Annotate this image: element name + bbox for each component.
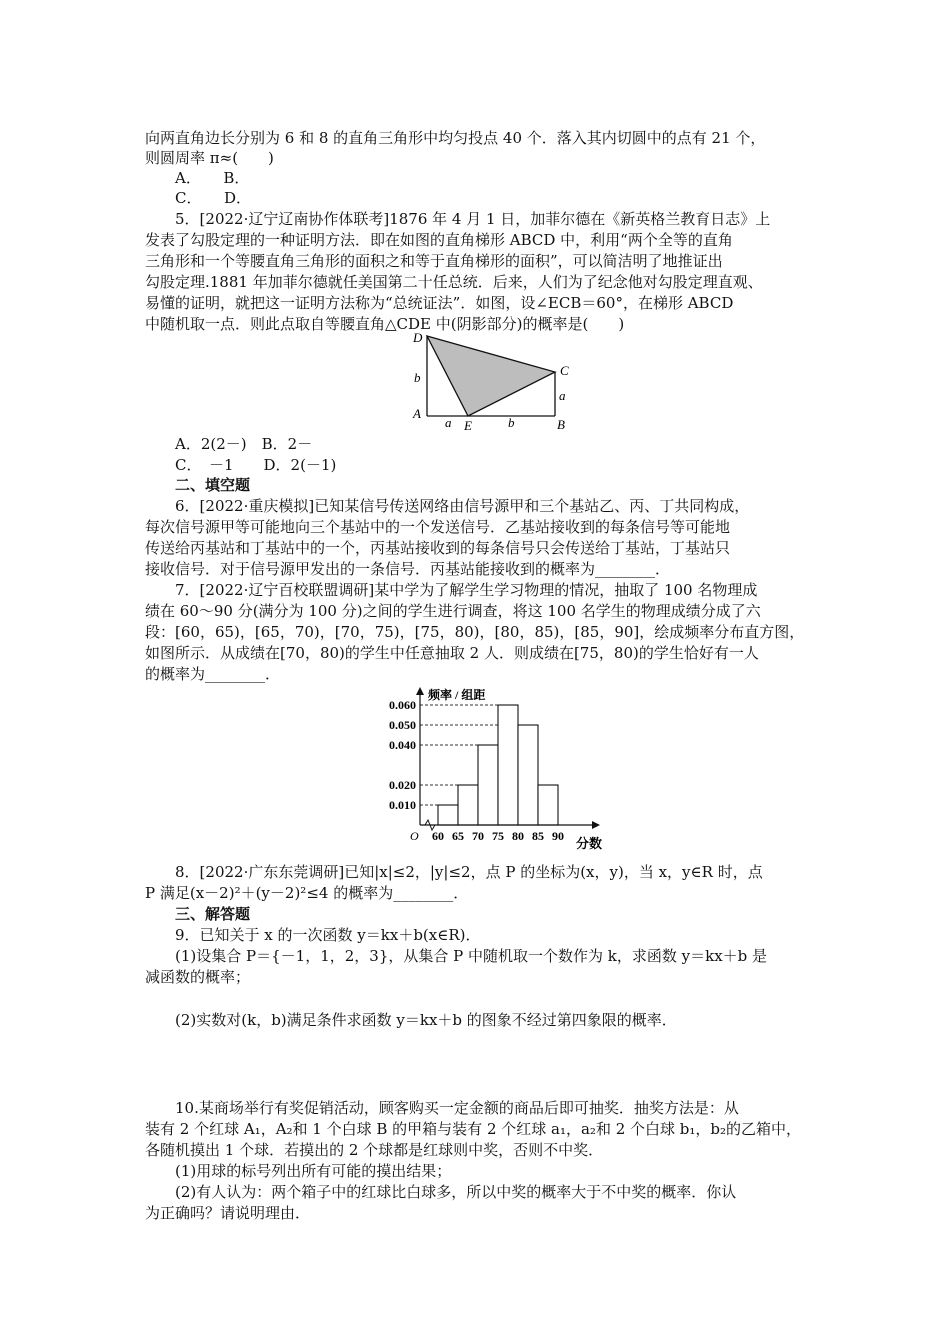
x-tick-label: 90 (552, 829, 564, 843)
x-tick-label: 85 (532, 829, 544, 843)
label-b-bottom: b (508, 415, 515, 430)
label-b-left: b (414, 370, 421, 385)
p4-line2: 则圆周率 π≈( ) (145, 149, 274, 167)
x-tick-label: 65 (452, 829, 464, 843)
y-tick-label: 0.020 (389, 778, 416, 792)
p5-line3: 三角形和一个等腰直角三角形的面积之和等于直角梯形的面积”，可以简洁明了地推证出 (145, 252, 723, 270)
p6-line3: 传送给丙基站和丁基站中的一个，丙基站接收到的每条信号只会传送给丁基站，丁基站只 (145, 539, 731, 557)
histogram-bar (438, 805, 458, 825)
histogram-bar (478, 745, 498, 825)
p9-line2: (1)设集合 P＝{－1，1，2，3}，从集合 P 中随机取一个数作为 k，求函数 y＝kx＋b 是 (175, 947, 768, 965)
y-tick-label: 0.010 (389, 798, 416, 812)
p5-line4: 勾股定理.1881 年加菲尔德就任美国第二十任总统．后来，人们为了纪念他对勾股定理直观、 (145, 273, 763, 291)
histogram-bar (498, 705, 518, 825)
p9-line3: 减函数的概率； (145, 968, 251, 986)
p7-line3: 段：[60，65)，[65，70)，[70，75)，[75，80)，[80，85)，[85，90]，绘成频率分布直方图， (145, 623, 805, 641)
x-tick-label: 70 (472, 829, 484, 843)
p9-line1: 9．已知关于 x 的一次函数 y＝kx＋b(x∈R)． (175, 926, 481, 944)
p5-line6: 中随机取一点．则此点取自等腰直角△CDE 中(阴影部分)的概率是( ) (145, 315, 625, 333)
label-a-right: a (559, 388, 566, 403)
y-tick-label: 0.040 (389, 738, 416, 752)
p7-line1: 7．[2022·辽宁百校联盟调研]某中学为了解学生学习物理的情况，抽取了 100 名物理成 (175, 581, 758, 599)
section-answer-heading: 三、解答题 (175, 905, 251, 923)
y-tick-label: 0.060 (389, 698, 416, 712)
histogram-bar (538, 785, 558, 825)
p5-options-ab: A．2(2－) B．2－ (175, 435, 313, 453)
p10-line4: (1)用球的标号列出所有可能的摸出结果； (175, 1162, 452, 1180)
x-tick-label: 60 (432, 829, 444, 843)
y-axis-arrow (416, 687, 424, 695)
p10-line5: (2)有人认为：两个箱子中的红球比白球多，所以中奖的概率大于不中奖的概率．你认 (175, 1183, 737, 1201)
p10-line1: 10.某商场举行有奖促销活动，顾客购买一定金额的商品后即可抽奖．抽奖方法是：从 (175, 1099, 739, 1117)
p5-line1: 5．[2022·辽宁辽南协作体联考]1876 年 4 月 1 日，加菲尔德在《新英格兰教育日志》上 (175, 210, 771, 228)
label-a-bottom: a (445, 415, 452, 430)
x-axis-label: 分数 (576, 836, 603, 851)
p6-line1: 6．[2022·重庆模拟]已知某信号传送网络由信号源甲和三个基站乙、丙、丁共同构成， (175, 497, 750, 515)
label-B: B (557, 417, 565, 432)
label-C: C (560, 363, 569, 378)
x-tick-label: 80 (512, 829, 524, 843)
p7-line2: 绩在 60～90 分(满分为 100 分)之间的学生进行调查，将这 100 名学生的物理成绩分成了六 (145, 602, 761, 620)
y-axis-label: 频率 / 组距 (428, 688, 486, 702)
p6-line4: 接收信号．对于信号源甲发出的一条信号．丙基站能接收到的概率为________． (145, 560, 671, 578)
section-fill-in-heading: 二、填空题 (175, 476, 251, 494)
p9-line4: (2)实数对(k，b)满足条件求函数 y＝kx＋b 的图象不经过第四象限的概率． (175, 1011, 677, 1029)
p4-line1: 向两直角边长分别为 6 和 8 的直角三角形中均匀投点 40 个．落入其内切圆中的点有 21 个， (145, 129, 766, 147)
p4-options-cd: C． D． (175, 189, 252, 207)
p10-line6: 为正确吗？请说明理由． (145, 1204, 311, 1222)
y-tick-label: 0.050 (389, 718, 416, 732)
p6-line2: 每次信号源甲等可能地向三个基站中的一个发送信号．乙基站接收到的每条信号等可能地 (145, 518, 731, 536)
frequency-histogram (370, 683, 640, 855)
x-tick-label: 75 (492, 829, 504, 843)
p7-line5: 的概率为________． (145, 665, 281, 683)
histogram-bar (458, 785, 478, 825)
p10-line2: 装有 2 个红球 A₁，A₂和 1 个白球 B 的甲箱与装有 2 个红球 a₁，a₂和 2 个白球 b₁，b₂的乙箱中， (145, 1120, 802, 1138)
p8-line2: P 满足(x－2)²＋(y－2)²≤4 的概率为________． (145, 884, 469, 902)
x-axis-arrow (592, 821, 600, 829)
label-A: A (413, 406, 421, 421)
p7-line4: 如图所示．从成绩在[70，80)的学生中任意抽取 2 人．则成绩在[75，80)的学生恰好有一人 (145, 644, 759, 662)
p8-line1: 8．[2022·广东东莞调研]已知|x|≤2，|y|≤2，点 P 的坐标为(x，y)，当 x，y∈R 时，点 (175, 863, 763, 881)
label-E: E (464, 418, 472, 433)
origin-label: O (410, 829, 419, 843)
p5-line2: 发表了勾股定理的一种证明方法．即在如图的直角梯形 ABCD 中，利用“两个全等的直角 (145, 231, 733, 249)
p4-options-ab: A． B． (175, 169, 250, 187)
trapezoid-figure (400, 328, 590, 434)
label-D: D (413, 330, 423, 345)
p5-line5: 易懂的证明，就把这一证明方法称为“总统证法”．如图，设∠ECB＝60°，在梯形 ABCD (145, 294, 734, 312)
p10-line3: 各随机摸出 1 个球．若摸出的 2 个球都是红球则中奖，否则不中奖． (145, 1141, 604, 1159)
histogram-bar (518, 725, 538, 825)
p5-options-cd: C． －1 D．2(－1) (175, 456, 337, 474)
